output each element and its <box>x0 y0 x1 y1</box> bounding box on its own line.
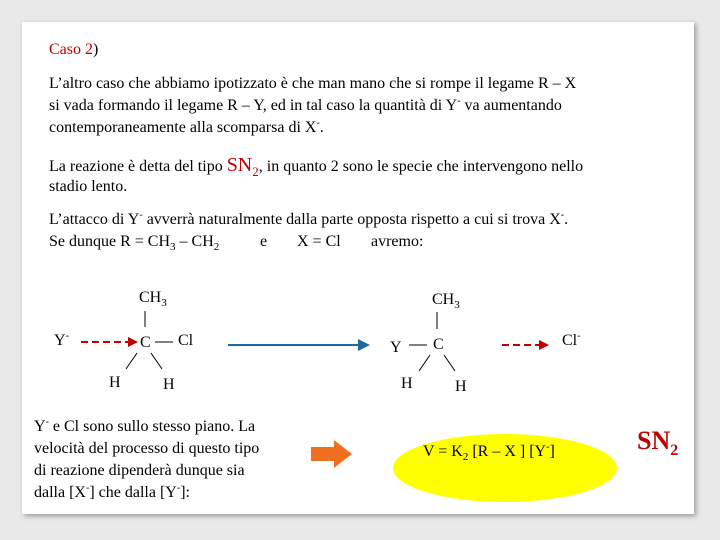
slide <box>22 22 694 514</box>
left-y: Y <box>54 332 66 349</box>
para1-line3-end: . <box>319 119 324 136</box>
rate-sub: 2 <box>462 451 469 464</box>
para1-line3-text: contemporaneamente alla scomparsa di X <box>49 119 317 136</box>
rate-a: V = K <box>423 443 463 460</box>
para1-line2-end: va aumentando <box>460 97 562 114</box>
bottom-line1 <box>34 417 255 437</box>
para3-l2sub2: 2 <box>213 241 220 254</box>
para3-avremo: avremo: <box>371 233 424 250</box>
big-sn: SN <box>637 426 671 455</box>
left-h2: H <box>163 376 175 393</box>
para2-start: La reazione è detta del tipo <box>49 158 227 175</box>
right-ch: CH <box>432 291 455 308</box>
rate-law <box>423 442 555 462</box>
bottom-line2: velocità del processo di questo tipo <box>34 440 260 457</box>
bottom-l4c: ]: <box>180 484 190 501</box>
right-dashed-arrow-head <box>539 340 549 350</box>
right-h1: H <box>401 375 413 392</box>
para3-l2a: Se dunque R = CH <box>49 233 171 250</box>
title-paren: ) <box>93 41 99 58</box>
orange-arrow-head <box>334 440 352 468</box>
para3-l2sub1: 3 <box>170 241 176 254</box>
left-ch-sub: 3 <box>161 297 167 310</box>
left-ch: CH <box>139 289 162 306</box>
para2-end: , in quanto 2 sono le specie che intervengono nello <box>258 158 584 175</box>
right-y: Y <box>390 339 402 356</box>
para3-l2b: – CH <box>175 233 214 250</box>
para2-sn-sub: 2 <box>252 164 259 179</box>
right-carbon: C <box>433 336 444 353</box>
left-carbon: C <box>140 334 151 351</box>
title-label: Caso 2 <box>49 41 93 58</box>
bottom-l4b: ] che dalla [Y <box>89 484 177 501</box>
bottom-l4sup2: - <box>176 482 181 494</box>
para1-line2-sup: - <box>457 95 461 107</box>
bottom-l1a: Y <box>34 418 46 435</box>
right-bond-h1 <box>419 355 430 371</box>
rate-sup: - <box>546 441 550 453</box>
para3-l1c: . <box>564 211 569 228</box>
para1-line3-sup: - <box>316 117 320 129</box>
bottom-l1b: e Cl sono sullo stesso piano. La <box>48 418 256 435</box>
rate-c: ] <box>549 443 555 460</box>
right-h2: H <box>455 378 467 395</box>
left-h1: H <box>109 374 121 391</box>
left-cl: Cl <box>178 332 194 349</box>
left-bond-h2 <box>151 353 162 369</box>
left-bond-h1 <box>126 353 137 369</box>
bottom-l4sup: - <box>85 482 90 494</box>
right-cl-sup: - <box>577 330 581 342</box>
bottom-line4 <box>34 483 190 503</box>
right-ch-sub: 3 <box>454 299 460 312</box>
rate-b: [R – X ] [Y <box>468 443 547 460</box>
para3-l1sup2: - <box>560 209 565 221</box>
bottom-l4a: dalla [X <box>34 484 86 501</box>
bottom-line3: di reazione dipenderà dunque sia <box>34 462 245 479</box>
bottom-l1sup: - <box>45 416 49 428</box>
para3-l1sup: - <box>139 209 143 221</box>
orange-arrow-body <box>311 447 335 461</box>
big-sn2-label <box>637 426 679 460</box>
para3-l1b: avverrà naturalmente dalla parte opposta rispetto a cui si trova X <box>142 211 561 228</box>
para1-line1: L’altro caso che abbiamo ipotizzato è che man mano che si rompe il legame R – X <box>49 75 577 92</box>
reaction-arrow-head <box>358 339 370 351</box>
para1-line2-text: si vada formando il legame R – Y, ed in tal caso la quantità di Y <box>49 97 458 114</box>
right-cl: Cl <box>562 332 578 349</box>
para2-sn: SN <box>226 154 253 176</box>
para3-e: e <box>260 233 268 250</box>
left-y-sup: - <box>65 330 69 342</box>
right-bond-h2 <box>444 355 455 371</box>
para2-line2: stadio lento. <box>49 178 128 195</box>
para3-l1a: L’attacco di Y <box>49 211 140 228</box>
left-dashed-arrow-head <box>128 337 138 347</box>
big-sn-sub: 2 <box>670 442 679 460</box>
para3-x-cl: X = Cl <box>297 233 341 250</box>
